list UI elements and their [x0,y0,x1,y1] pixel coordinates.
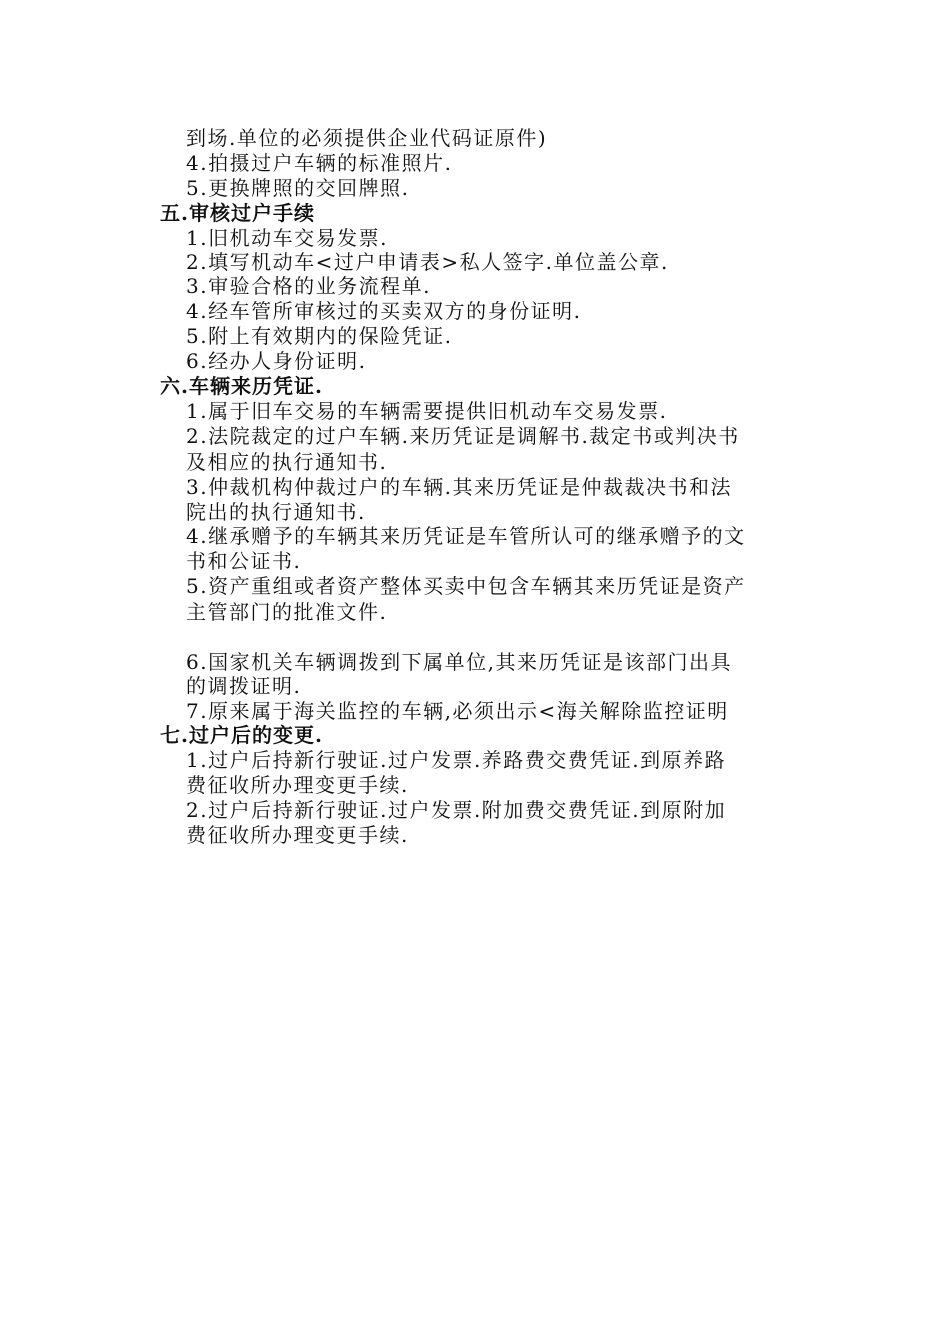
list-item-continuation: 费征收所办理变更手续. [186,773,409,797]
list-item: 7.原来属于海关监控的车辆,必须出示<海关解除监控证明 [186,699,729,723]
list-item: 3.审验合格的业务流程单. [186,274,431,298]
text-line: 到场.单位的必须提供企业代码证原件) [186,126,548,150]
list-item-continuation: 费征收所办理变更手续. [186,823,409,847]
section-heading: 五.审核过户手续 [160,201,315,225]
list-item: 2.法院裁定的过户车辆.来历凭证是调解书.裁定书或判决书 [186,424,740,448]
section-heading: 六.车辆来历凭证. [160,374,323,398]
list-item: 1.属于旧车交易的车辆需要提供旧机动车交易发票. [186,399,668,423]
list-item-continuation: 及相应的执行通知书. [186,450,388,474]
list-item-continuation: 书和公证书. [186,549,302,573]
list-item: 5.附上有效期内的保险凭证. [186,324,453,348]
list-item: 5.资产重组或者资产整体买卖中包含车辆其来历凭证是资产 [186,574,746,598]
list-item: 1.过户后持新行驶证.过户发票.养路费交费凭证.到原养路 [186,748,727,772]
list-item-continuation: 院出的执行通知书. [186,500,366,524]
list-item: 6.经办人身份证明. [186,349,367,373]
list-item: 2.过户后持新行驶证.过户发票.附加费交费凭证.到原附加 [186,798,727,822]
list-item: 4.经车管所审核过的买卖双方的身份证明. [186,299,582,323]
list-item: 4.继承赠予的车辆其来历凭证是车管所认可的继承赠予的文 [186,524,746,548]
list-item: 4.拍摄过户车辆的标准照片. [186,151,453,175]
list-item-continuation: 的调拨证明. [186,674,302,698]
list-item: 2.填写机动车<过户申请表>私人签字.单位盖公章. [186,250,669,274]
section-heading: 七.过户后的变更. [160,723,323,747]
list-item: 1.旧机动车交易发票. [186,226,388,250]
list-item: 5.更换牌照的交回牌照. [186,176,410,200]
list-item-continuation: 主管部门的批准文件. [186,600,388,624]
list-item: 6.国家机关车辆调拨到下属单位,其来历凭证是该部门出具 [186,650,732,674]
list-item: 3.仲裁机构仲裁过户的车辆.其来历凭证是仲裁裁决书和法 [186,475,732,499]
